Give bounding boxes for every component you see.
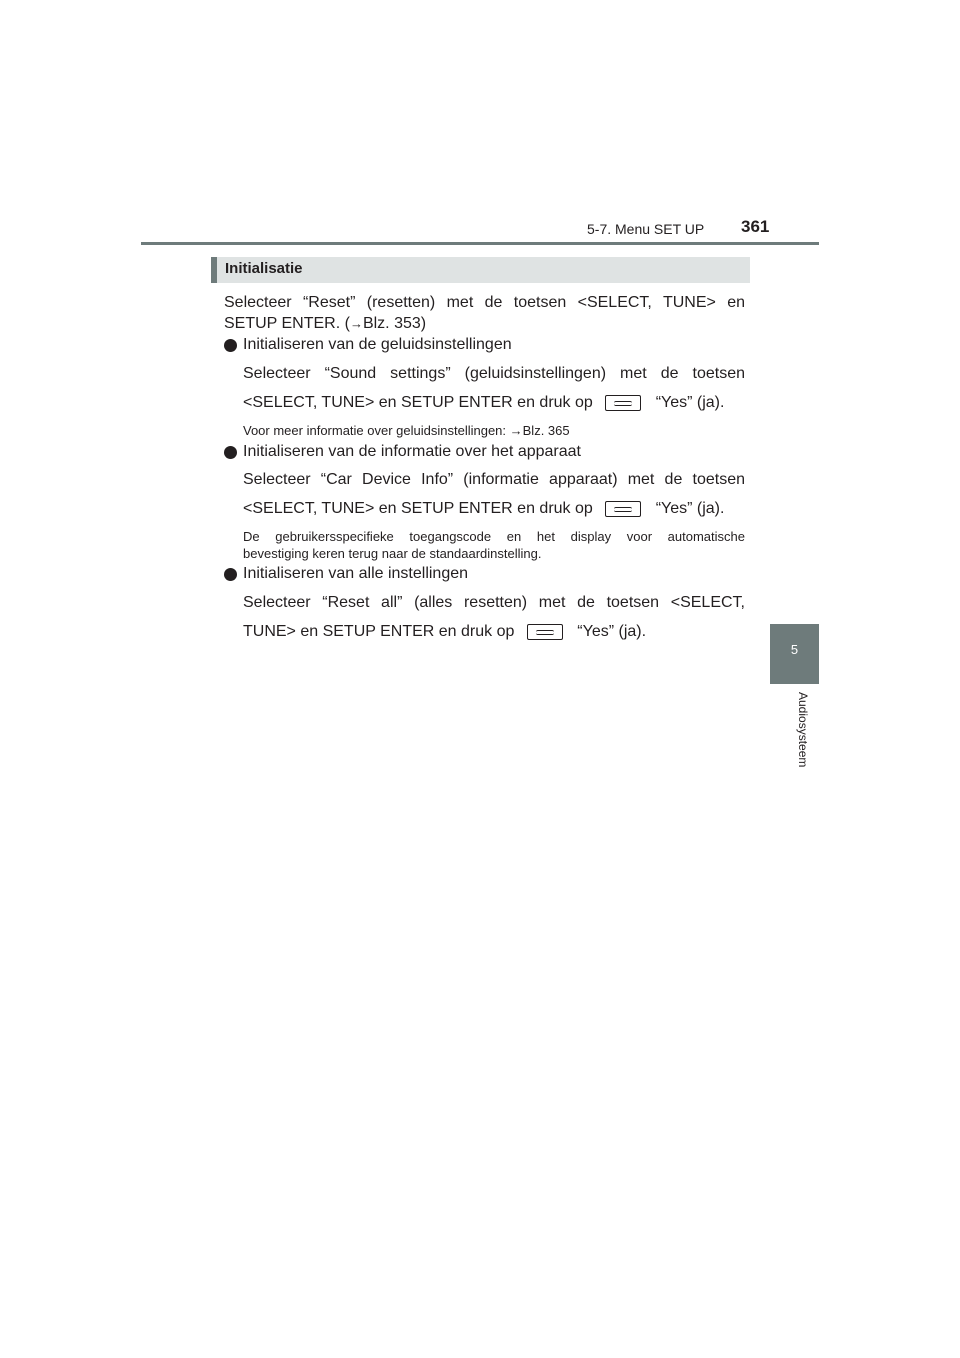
bullet-icon (224, 568, 237, 581)
section-header-bar (211, 257, 750, 283)
item-instruction-yes: “Yes” (ja). (655, 500, 725, 517)
chapter-tab (770, 624, 819, 684)
header-divider (141, 242, 819, 245)
page-reference-link[interactable]: Blz. 353) (362, 315, 427, 332)
header-section-title: 5-7. Menu SET UP (587, 221, 705, 237)
chapter-tab-label: Audiosysteem (796, 692, 810, 768)
item-instruction-line-2 (243, 499, 747, 519)
item-heading: Initialiseren van alle instellingen (243, 565, 469, 582)
item-instruction-line-2 (243, 622, 646, 642)
item-instruction-line-2 (243, 393, 747, 413)
item-instruction-text: <SELECT, TUNE> en SETUP ENTER en druk op (243, 394, 593, 411)
setup-enter-button-icon (605, 501, 641, 517)
page-reference-link[interactable]: Blz. 365 (522, 423, 570, 438)
intro-line-2 (224, 314, 426, 334)
item-note-line-2: bevestiging keren terug naar de standaardinstelling. (243, 546, 542, 561)
item-instruction-text: TUNE> en SETUP ENTER en druk op (243, 623, 515, 640)
setup-enter-button-icon (605, 395, 641, 411)
item-note-line-1: De gebruikersspecifieke toegangscode en het display voor automatische (243, 529, 745, 544)
item-instruction-text: <SELECT, TUNE> en SETUP ENTER en druk op (243, 500, 593, 517)
item-instruction-yes: “Yes” (ja). (655, 394, 725, 411)
item-note (243, 422, 570, 439)
item-heading: Initialiseren van de geluidsinstellingen (243, 336, 512, 353)
section-header-accent (211, 257, 217, 283)
setup-enter-button-icon (527, 624, 563, 640)
item-note-text: Voor meer informatie over geluidsinstellingen: (243, 423, 510, 438)
bullet-icon (224, 446, 237, 459)
intro-line-1: Selecteer “Reset” (resetten) met de toetsen <SELECT, TUNE> en (224, 294, 745, 311)
item-instruction-line-1: Selecteer “Car Device Info” (informatie apparaat) met de toetsen (243, 471, 745, 488)
section-title: Initialisatie (225, 260, 303, 277)
item-instruction-yes: “Yes” (ja). (577, 623, 647, 640)
intro-text: SETUP ENTER. ( (224, 315, 350, 332)
chapter-tab-number: 5 (790, 642, 799, 657)
bullet-icon (224, 339, 237, 352)
page-number: 361 (741, 217, 770, 236)
reference-arrow-icon: → (349, 316, 363, 331)
reference-arrow-icon: → (509, 423, 523, 438)
item-heading: Initialiseren van de informatie over het apparaat (243, 443, 581, 460)
item-instruction-line-1: Selecteer “Sound settings” (geluidsinstellingen) met de toetsen (243, 365, 745, 382)
item-instruction-line-1: Selecteer “Reset all” (alles resetten) met de toetsen <SELECT, (243, 594, 745, 611)
